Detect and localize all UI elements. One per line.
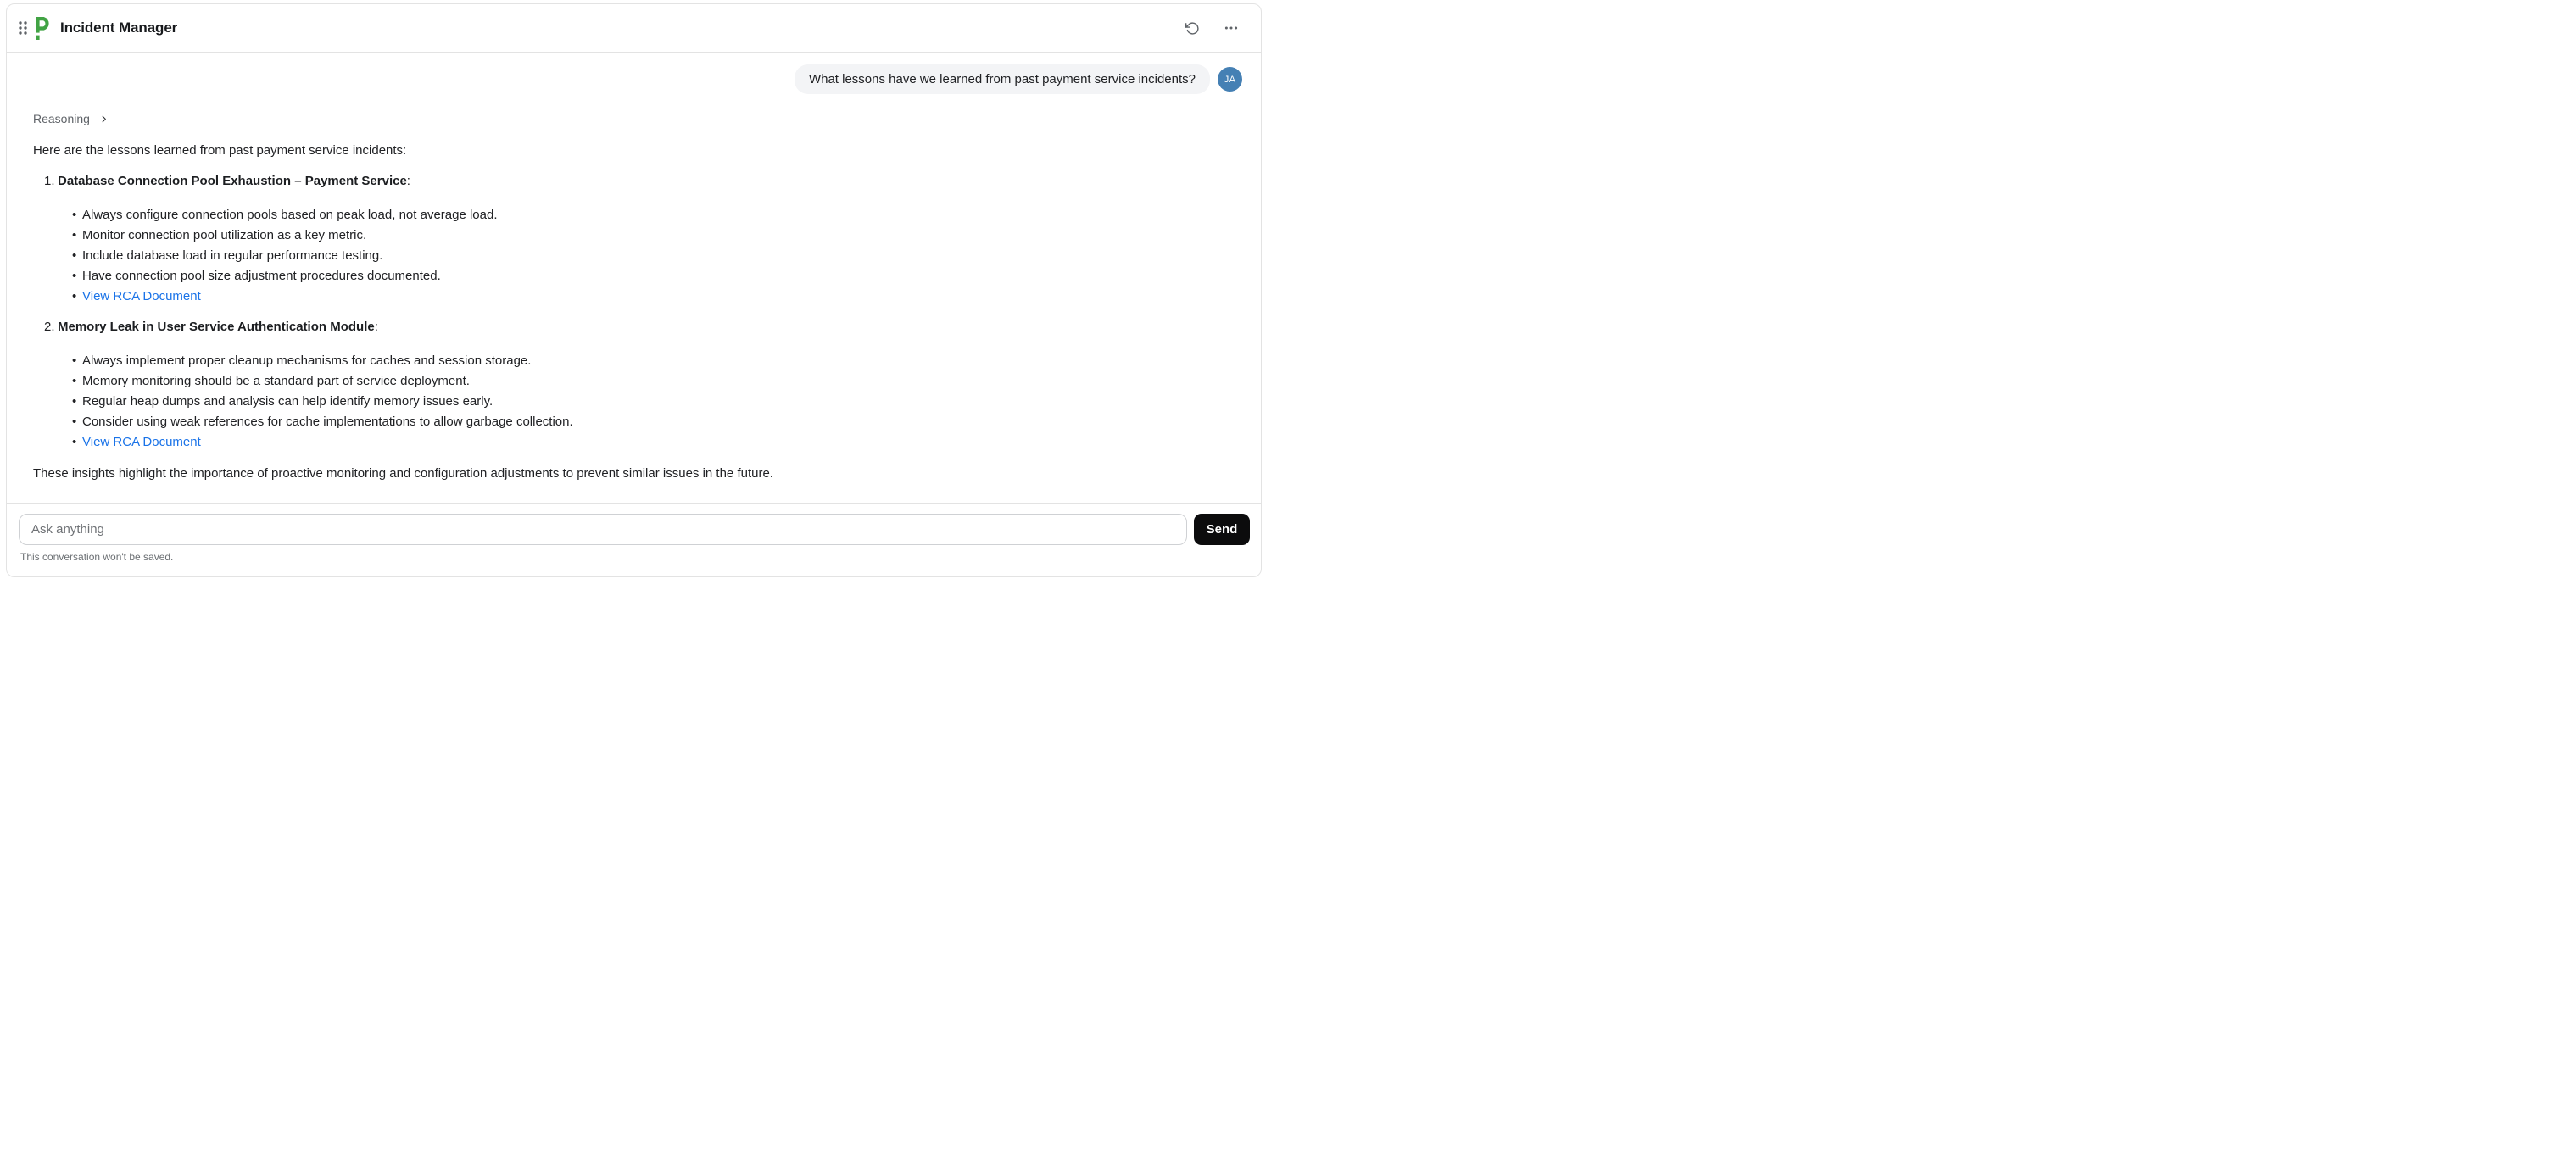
incident-manager-panel xyxy=(6,3,1262,577)
user-message-bubble: What lessons have we learned from past payment service incidents? xyxy=(795,64,1210,94)
bullet: • Always implement proper cleanup mechanisms for caches and session storage. xyxy=(58,351,1241,371)
bullet: • Monitor connection pool utilization as a key metric. xyxy=(58,225,1241,246)
composer-row xyxy=(19,514,1250,545)
lesson-1-heading: Database Connection Pool Exhaustion – Payment Service: xyxy=(58,174,410,188)
lesson-item-1 xyxy=(33,174,1241,307)
ellipsis-icon xyxy=(1224,20,1239,36)
lesson-item-2 xyxy=(33,320,1241,453)
lesson-1-bullets xyxy=(58,205,1241,307)
app-logo-p-icon xyxy=(36,17,50,40)
bullet: • Include database load in regular performance testing. xyxy=(58,246,1241,266)
message-input[interactable] xyxy=(19,514,1187,545)
user-avatar: JA xyxy=(1218,67,1242,92)
bullet: • Memory monitoring should be a standard part of service deployment. xyxy=(58,371,1241,392)
view-rca-document-link-1[interactable]: View RCA Document xyxy=(82,289,201,303)
lesson-2-bullets xyxy=(58,351,1241,453)
lessons-list xyxy=(33,174,1241,453)
bullet: • Consider using weak references for cache implementations to allow garbage collection. xyxy=(58,412,1241,432)
view-rca-document-link-2[interactable]: View RCA Document xyxy=(82,435,201,449)
composer xyxy=(7,503,1261,576)
chevron-right-icon xyxy=(99,114,109,124)
assistant-intro: Here are the lessons learned from past payment service incidents: xyxy=(33,143,407,158)
chat-scroll-area[interactable] xyxy=(7,53,1261,503)
reset-icon xyxy=(1185,21,1200,36)
bullet-link xyxy=(58,287,1241,307)
assistant-outro: These insights highlight the importance of proactive monitoring and configuration adjustments to prevent similar issues in the future. xyxy=(33,466,773,481)
reasoning-toggle[interactable] xyxy=(33,112,109,125)
page-title: Incident Manager xyxy=(60,19,178,36)
send-button[interactable]: Send xyxy=(1194,514,1250,545)
bullet: • Always configure connection pools based on peak load, not average load. xyxy=(58,205,1241,225)
drag-handle-icon[interactable] xyxy=(18,20,28,36)
reasoning-label: Reasoning xyxy=(33,112,90,125)
panel-header xyxy=(7,4,1261,53)
bullet: • Regular heap dumps and analysis can help identify memory issues early. xyxy=(58,392,1241,412)
bullet-link xyxy=(58,432,1241,453)
bullet: • Have connection pool size adjustment procedures documented. xyxy=(58,266,1241,287)
reset-conversation-button[interactable] xyxy=(1179,15,1205,41)
lesson-2-heading: Memory Leak in User Service Authentication Module: xyxy=(58,320,378,334)
conversation-note: This conversation won't be saved. xyxy=(20,551,174,563)
user-message-row xyxy=(33,64,1242,94)
more-options-button[interactable] xyxy=(1218,15,1244,41)
assistant-message xyxy=(33,143,1241,481)
